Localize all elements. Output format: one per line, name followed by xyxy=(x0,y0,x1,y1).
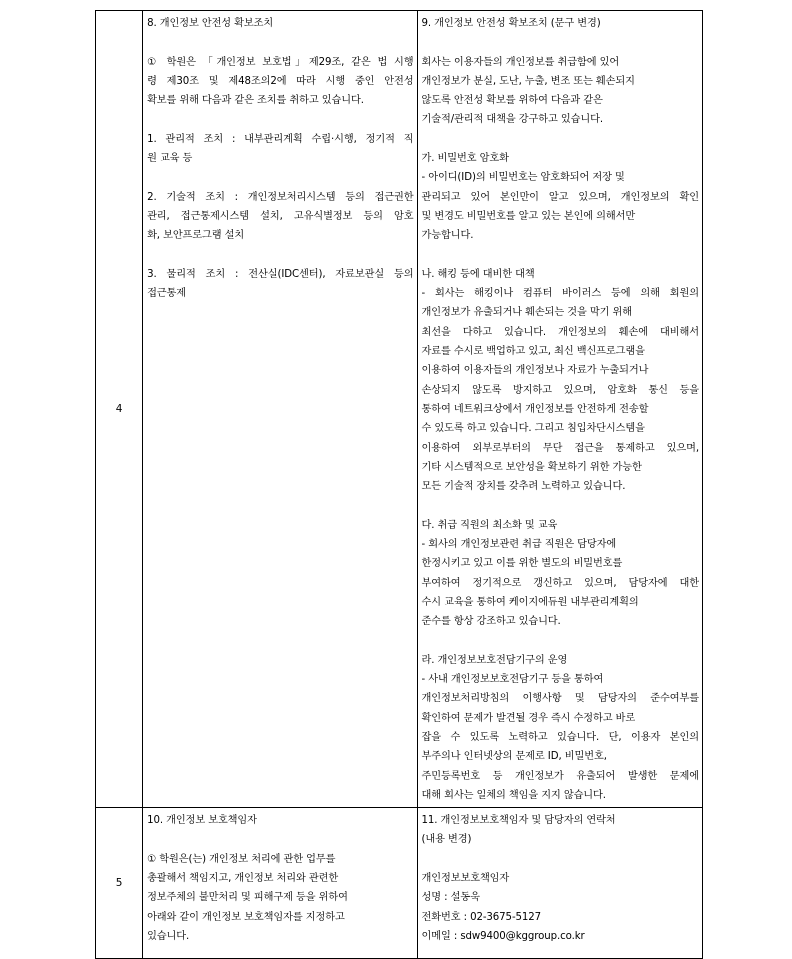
blank-line xyxy=(147,110,413,129)
text-line: - 회사의 개인정보관련 취급 직원은 담당자에 xyxy=(421,539,617,551)
text-line: 관리, 접근통제시스템 설치, 고유식별정보 등의 암호 xyxy=(147,210,414,222)
text-line: 1. 관리적 조치 : 내부관리계획 수립·시행, 정기적 직 xyxy=(147,133,414,145)
text-line: 9. 개인정보 안전성 확보조치 (문구 변경) xyxy=(421,18,601,29)
text-line: 부여하여 정기적으로 갱신하고 있으며, 담당자에 대한 xyxy=(421,577,699,589)
text-line: 개인정보보호책임자 xyxy=(421,873,510,885)
blank-line xyxy=(422,632,700,651)
text-line: 접근통제 xyxy=(147,288,187,300)
text-line: 10. 개인정보 보호책임자 xyxy=(147,815,257,827)
blank-line xyxy=(147,830,413,849)
text-line: 아래와 같이 개인정보 보호책임자를 지정하고 xyxy=(147,911,345,923)
text-line: 손상되지 않도록 방지하고 있으며, 암호화 통신 등을 xyxy=(421,384,699,396)
text-line: 자료를 수시로 백업하고 있고, 최신 백신프로그램을 xyxy=(421,346,645,358)
text-line: 않도록 안전성 확보를 위하여 다음과 같은 xyxy=(421,95,603,107)
before-clause-cell xyxy=(143,808,417,959)
text-line: 최선을 다하고 있습니다. 개인정보의 훼손에 대비해서 xyxy=(421,326,699,338)
text-line: 및 변경도 비밀번호를 알고 있는 본인에 의해서만 xyxy=(421,210,636,222)
text-line: 이용하여 외부로부터의 무단 접근을 통제하고 있으며, xyxy=(421,442,699,454)
text-line: (내용 변경) xyxy=(421,834,472,846)
blank-line xyxy=(422,850,700,869)
text-line: - 사내 개인정보보호전담기구 등을 통하여 xyxy=(421,674,604,686)
text-line: 확인하여 문제가 발견될 경우 즉시 수정하고 바로 xyxy=(421,712,636,724)
text-line: 3. 물리적 조치 : 전산실(IDC센터), 자료보관실 등의 xyxy=(147,268,414,280)
blank-line xyxy=(422,246,700,265)
before-clause-text xyxy=(143,808,416,948)
table-row xyxy=(96,11,703,808)
text-line: 준수를 항상 강조하고 있습니다. xyxy=(421,616,561,628)
text-line: 있습니다. xyxy=(147,930,190,942)
text-line: 한정시키고 있고 이를 위한 별도의 비밀번호를 xyxy=(421,558,623,570)
text-line: 잡을 수 있도록 노력하고 있습니다. 단, 이용자 본인의 xyxy=(421,731,699,743)
blank-line xyxy=(422,496,700,515)
text-line: 이메일 : sdw9400@kggroup.co.kr xyxy=(421,930,585,942)
row-number: 4 xyxy=(96,11,143,808)
after-clause-text xyxy=(418,11,703,807)
text-line: 대해 회사는 일체의 책임을 지지 않습니다. xyxy=(421,789,606,801)
text-line: 개인정보가 유출되거나 훼손되는 것을 막기 위해 xyxy=(421,307,633,319)
text-line: 11. 개인정보보호책임자 및 담당자의 연락처 xyxy=(421,815,616,827)
text-line: 나. 해킹 등에 대비한 대책 xyxy=(421,268,535,280)
text-line: 모든 기술적 장치를 갖추려 노력하고 있습니다. xyxy=(421,481,626,493)
text-line: 다. 취급 직원의 최소화 및 교육 xyxy=(421,519,558,531)
text-line: 수 있도록 하고 있습니다. 그리고 침입차단시스템을 xyxy=(421,423,645,435)
text-line: 수시 교육을 통하여 케이지에듀원 내부관리계획의 xyxy=(421,596,639,608)
comparison-table xyxy=(95,10,703,959)
text-line: 가능합니다. xyxy=(421,230,474,242)
before-clause-text xyxy=(143,11,416,305)
text-line: 성명 : 설동욱 xyxy=(421,892,480,904)
text-line: 주민등록번호 등 개인정보가 유출되어 발생한 문제에 xyxy=(421,770,699,782)
blank-line xyxy=(422,130,700,149)
text-line: 확보를 위해 다음과 같은 조치를 취하고 있습니다. xyxy=(147,95,364,107)
blank-line xyxy=(147,33,413,52)
after-clause-text xyxy=(418,808,703,948)
blank-line xyxy=(422,33,700,52)
text-line: - 회사는 해킹이나 컴퓨터 바이러스 등에 의해 회원의 xyxy=(421,288,699,300)
text-line: ① 학원은 「개인정보 보호법」제29조, 같은 법 시행 xyxy=(147,56,414,68)
after-clause-cell xyxy=(417,11,703,808)
text-line: 개인정보가 분실, 도난, 누출, 변조 또는 훼손되지 xyxy=(421,75,635,87)
text-line: 통하여 네트워크상에서 개인정보를 안전하게 전송할 xyxy=(421,403,649,415)
text-line: ① 학원은(는) 개인정보 처리에 관한 업무를 xyxy=(147,853,336,865)
blank-line xyxy=(147,168,413,187)
text-line: 기술적/관리적 대책을 강구하고 있습니다. xyxy=(421,114,603,126)
text-line: 정보주체의 불만처리 및 피해구제 등을 위하여 xyxy=(147,892,348,904)
text-line: 회사는 이용자들의 개인정보를 취급함에 있어 xyxy=(421,56,620,68)
table-row xyxy=(96,808,703,959)
text-line: 라. 개인정보보호전담기구의 운영 xyxy=(421,654,568,666)
blank-line xyxy=(147,246,413,265)
text-line: 기타 시스템적으로 보안성을 확보하기 위한 가능한 xyxy=(421,461,642,473)
text-line: 전화번호 : 02-3675-5127 xyxy=(421,911,542,923)
text-line: 관리되고 있어 본인만이 알고 있으며, 개인정보의 확인 xyxy=(421,191,699,203)
text-line: 가. 비밀번호 암호화 xyxy=(421,153,509,165)
text-line: 원 교육 등 xyxy=(147,153,193,165)
text-line: 령 제30조 및 제48조의2에 따라 시행 중인 안전성 xyxy=(147,75,414,87)
before-clause-cell xyxy=(143,11,417,808)
row-number: 5 xyxy=(96,808,143,959)
text-line: 화, 보안프로그램 설치 xyxy=(147,230,245,242)
text-line: 8. 개인정보 안전성 확보조치 xyxy=(147,18,274,29)
text-line: 이용하여 이용자들의 개인정보나 자료가 누출되거나 xyxy=(421,365,649,377)
text-line: 2. 기술적 조치 : 개인정보처리시스템 등의 접근권한 xyxy=(147,191,414,203)
after-clause-cell xyxy=(417,808,703,959)
text-line: 개인정보처리방침의 이행사항 및 담당자의 준수여부를 xyxy=(421,693,699,705)
text-line: 부주의나 인터넷상의 문제로 ID, 비밀번호, xyxy=(421,751,607,763)
text-line: 총괄해서 책임지고, 개인정보 처리와 관련한 xyxy=(147,873,339,885)
text-line: - 아이디(ID)의 비밀번호는 암호화되어 저장 및 xyxy=(421,172,625,184)
